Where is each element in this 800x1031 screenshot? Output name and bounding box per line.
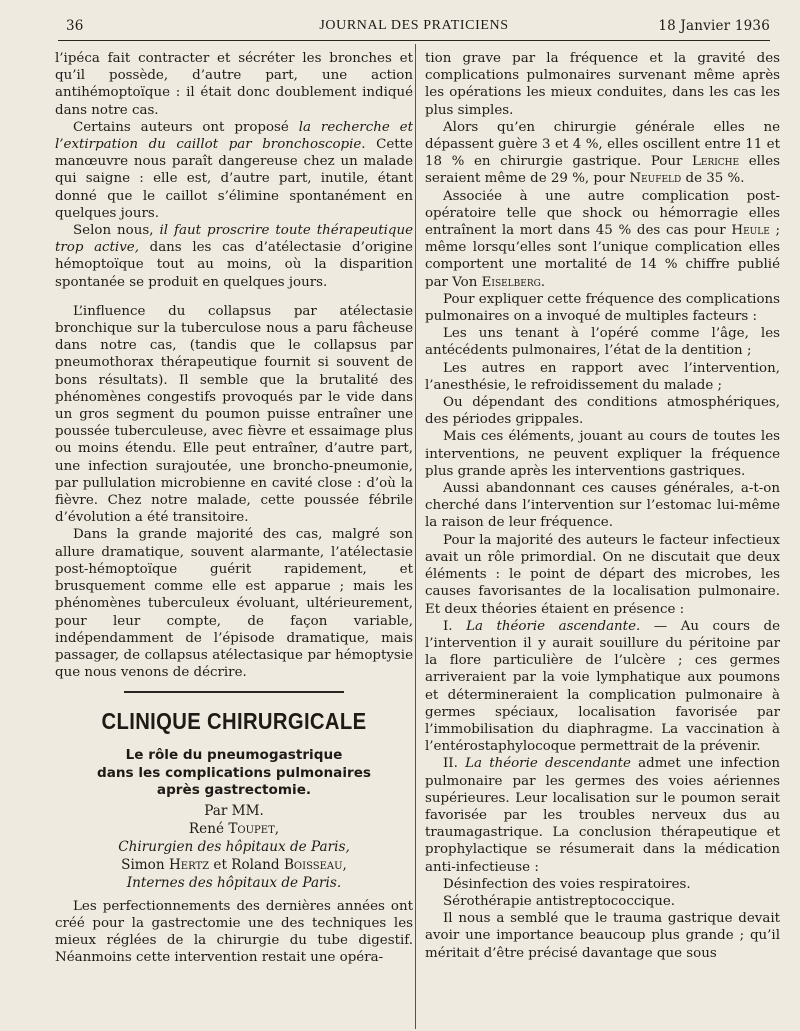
paragraph: Sérothérapie antistreptococcique. bbox=[443, 893, 675, 909]
text-run: Cette manœuvre nous paraît dangereuse chez un malade qui saigne : elle est, d’autre part, inutile, étant donné que le caillot s’élimine spontanément en quelques jours. bbox=[55, 137, 413, 221]
page-number: 36 bbox=[66, 18, 84, 34]
section-title: CLINIQUE CHIRURGICALE bbox=[101, 708, 367, 735]
text-run: Certains auteurs ont proposé bbox=[73, 119, 299, 135]
text-run: dans les cas d’atélectasie d’origine hémoptoïque tout au moins, où la disparition spontanée se produit en quelques jours. bbox=[55, 240, 413, 290]
journal-title: JOURNAL DES PRATICIENS bbox=[319, 18, 509, 33]
paragraph: Les autres en rapport avec l’intervention, l’anesthésie, le refroidissement du malade ; bbox=[425, 360, 780, 393]
text-run: ; même lorsqu’elles sont l’unique complication elles comportent une mortalité de 14 % chiffre publié par Von bbox=[425, 223, 780, 290]
author-last-name: Hertz bbox=[168, 856, 210, 873]
italic-text: La théorie ascendante. bbox=[466, 618, 641, 634]
author-first-name: Roland bbox=[231, 856, 280, 873]
paragraph: Désinfection des voies respiratoires. bbox=[443, 876, 691, 892]
italic-text: La théorie descendante bbox=[465, 756, 631, 772]
text-run: I. bbox=[443, 618, 467, 634]
italic-text: la recherche et l’extirpation du caillot par bronchoscopie. bbox=[55, 119, 413, 153]
author-first-name: René bbox=[188, 820, 225, 837]
text-run: elles seraient même de 29 %, pour bbox=[425, 154, 781, 187]
italic-text: il faut proscrire toute thérapeutique trop active, bbox=[55, 223, 413, 256]
text-run: II. bbox=[443, 756, 466, 772]
paragraph: Les uns tenant à l’opéré comme l’âge, les antécédents pulmonaires, l’état de la dentition ; bbox=[425, 326, 780, 359]
paragraph bbox=[425, 188, 780, 291]
column-rule bbox=[415, 44, 416, 1029]
paragraph: tion grave par la fréquence et la gravité des complications pulmonaires survenant même après les opérations les mieux conduites, dans les cas les plus simples. bbox=[425, 51, 780, 118]
article-title bbox=[55, 747, 413, 800]
author-first-name: Simon bbox=[121, 856, 165, 873]
header-rule bbox=[58, 40, 770, 41]
right-column bbox=[425, 50, 780, 962]
author-line bbox=[55, 856, 413, 874]
conjunction: et bbox=[213, 856, 227, 873]
cited-author: Heule bbox=[731, 223, 770, 239]
paragraph: Dans la grande majorité des cas, malgré son allure dramatique, souvent alarmante, l’atélectasie post-hémoptoïque guérit rapidement, et brusquement comme elle est apparue ; mais les phénomènes tuberculeux évoluant, ultérieurement, pour leur compte, de façon variable, indépendamment de l’épisode dramatique, mais passager, de collapsus atélectasique par hémoptysie que nous venons de décrire. bbox=[55, 527, 413, 681]
article-title-line: après gastrectomie. bbox=[156, 782, 312, 799]
paragraph bbox=[425, 755, 780, 875]
author-last-name: Boisseau, bbox=[283, 856, 347, 873]
paragraph: Pour expliquer cette fréquence des complications pulmonaires on a invoqué de multiples facteurs : bbox=[425, 291, 781, 325]
text-run: Alors qu’en chirurgie générale elles ne dépassent guère 3 et 4 %, elles oscillent entre 11 et 18 % en chirurgie gastrique. Pour bbox=[425, 119, 780, 170]
paragraph bbox=[425, 119, 780, 188]
paragraph: Aussi abandonnant ces causes générales, a-t-on cherché dans l’intervention sur l’estomac lui-même la raison de leur fréquence. bbox=[425, 481, 780, 531]
paragraph: L’influence du collapsus par atélectasie bronchique sur la tuberculose nous a paru fâcheuse dans notre cas, (tandis que le collapsus par pneumothorax thérapeutique fournit si souvent de bons résultats). Il semble que la brutalité des phénomènes congestifs provoqués par le vide dans un gros segment du poumon puisse entraîner une poussée tuberculeuse, avec fièvre et essaimage plus ou moins étendu. Elle peut entraîner, d’autre part, une infection surajoutée, une broncho-pneumonie, par pullulation microbienne en cavité close : d’où la fièvre. Chez notre malade, cette poussée fébrile d’évolution a été transitoire. bbox=[55, 303, 413, 526]
paragraph: l’ipéca fait contracter et sécréter les bronches et qu’il possède, d’autre part, une action antihémoptoïque : il était donc doublement indiqué dans notre cas. bbox=[55, 51, 413, 118]
section-separator bbox=[124, 691, 344, 693]
by-label: Par MM. bbox=[204, 802, 264, 819]
paragraph: Ou dépendant des conditions atmosphériques, des périodes grippales. bbox=[425, 395, 780, 428]
paragraph: Mais ces éléments, jouant au cours de toutes les interventions, ne peuvent expliquer la fréquence plus grande après les interventions gastriques. bbox=[425, 429, 780, 479]
author-affiliation: Internes des hôpitaux de Paris. bbox=[126, 874, 342, 891]
paragraph bbox=[55, 222, 413, 291]
paragraph-gap bbox=[55, 291, 413, 303]
article-title-line: Le rôle du pneumogastrique bbox=[125, 747, 343, 764]
text-run: de 35 %. bbox=[681, 171, 745, 187]
page-header bbox=[58, 14, 770, 38]
article-title-line: dans les complications pulmonaires bbox=[96, 764, 372, 781]
cited-author: Eiselberg. bbox=[481, 274, 546, 290]
cited-author: Leriche bbox=[692, 154, 740, 170]
text-run: Selon nous, bbox=[73, 223, 160, 239]
cited-author: Neufeld bbox=[629, 171, 682, 187]
paragraph: Il nous a semblé que le trauma gastrique devait avoir une importance beaucoup plus grande ; qu’il méritait d’être précisé davantage que sous bbox=[425, 911, 780, 961]
text-run: admet une infection pulmonaire par les germes des voies aériennes supérieures. Leur localisation sur le poumon serait favorisée par les troubles nerveux dus au traumagastrique. La conclusion thérapeutique et prophylactique se résumerait dans la médication anti-infectieuse : bbox=[425, 756, 781, 875]
author-affiliation: Chirurgien des hôpitaux de Paris, bbox=[118, 838, 350, 855]
text-run: — Au cours de l’intervention il y aurait souillure du péritoine par la flore particulière de l’ulcère ; ces germes arriveraient par la voie lymphatique aux poumons et détermineraient la complication pulmonaire à germes spéciaux, localisation favorisée par l’immobilisation du diaphragme. La vaccination à l’entérostaphylocoque permettrait de la prévenir. bbox=[425, 618, 780, 755]
paragraph: Pour la majorité des auteurs le facteur infectieux avait un rôle primordial. On ne discutait que deux éléments : le point de départ des microbes, les causes favorisantes de la localisation pulmonaire. Et deux théories étaient en présence : bbox=[425, 532, 780, 617]
left-column bbox=[55, 50, 413, 967]
author-last-name: Toupet, bbox=[228, 820, 280, 837]
paragraph bbox=[55, 119, 413, 222]
author-line bbox=[55, 820, 413, 838]
text-run: Associée à une autre complication post-opératoire telle que shock ou hémorragie elles entraînent la mort dans 45 % des cas pour bbox=[425, 188, 780, 239]
byline bbox=[55, 802, 413, 892]
article-intro: Les perfectionnements des dernières années ont créé pour la gastrectomie une des techniques les mieux réglées de la chirurgie du tube digestif. Néanmoins cette intervention restait une opéra- bbox=[55, 898, 413, 966]
paragraph bbox=[425, 618, 780, 756]
issue-date: 18 Janvier 1936 bbox=[658, 18, 770, 34]
